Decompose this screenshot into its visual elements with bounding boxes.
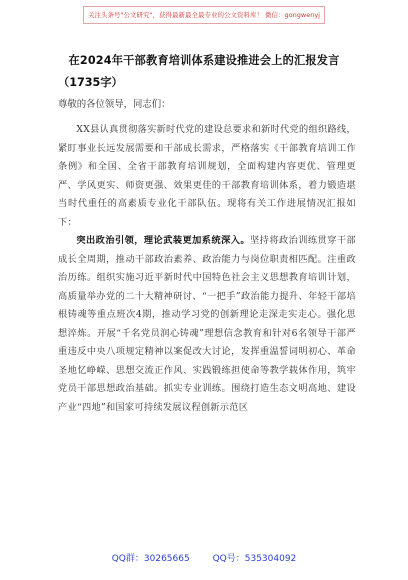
section-text: 坚持将政治训练贯穿干部成长全周期，推动干部政治素养、政治能力与岗位职责相匹配。注重政治历练。组织实施习近平新时代中国特色社会主义思想教育培训计划，高质量举办党的二十大精神研讨、“一把手”政治能力提升、年轻干部培根铸魂等重点班次4期，推动学习党的创新理论走深走实走心。强化思想淬炼。开展“千名党员润心铸魂”理想信念教育和针对6名领导干部严重违反中央八项规定精神以案促改大讨论，发挥重温誓词明初心、革命圣地忆峥嵘、思想交流正作风、实践锻练担使命等教学载体作用，筑牢党员干部思想政治基础。抓实专业训练。围绕打造生态文明高地、建设产业“四地”和国家可持续发展议程创新示范区 <box>58 235 356 413</box>
word-count: （1735字） <box>58 76 123 89</box>
qq-group: QQ群：30265665 <box>111 554 190 564</box>
document-title: 在2024年干部教育培训体系建设推进会上的汇报发言 <box>68 54 340 67</box>
footer-contact <box>0 551 408 564</box>
qq-number: QQ号：535304092 <box>212 554 297 564</box>
paragraph-section-1 <box>58 232 356 417</box>
section-heading: 突出政治引领，理论武装更加系统深入。 <box>76 235 251 246</box>
paragraph-intro: XX县认真贯彻落实新时代党的建设总要求和新时代党的组织路线，紧盯事业长远发展需要和干部成长需求，严格落实《干部教育培训工作条例》和全国、全省干部教育培训规划，全面构建内容更优、管理更严、学风更实、师资更强、效果更佳的干部教育培训体系，着力锻造堪当时代重任的高素质专业化干部队伍。现将有关工作进展情况汇报如下： <box>58 124 356 228</box>
document-body <box>58 121 356 417</box>
greeting: 尊敬的各位领导，同志们： <box>58 99 171 110</box>
promo-banner: 关注头条号"公文研究"，获得最新最全最专业的公文资料库！ 微信：gongwenyj <box>83 6 325 24</box>
